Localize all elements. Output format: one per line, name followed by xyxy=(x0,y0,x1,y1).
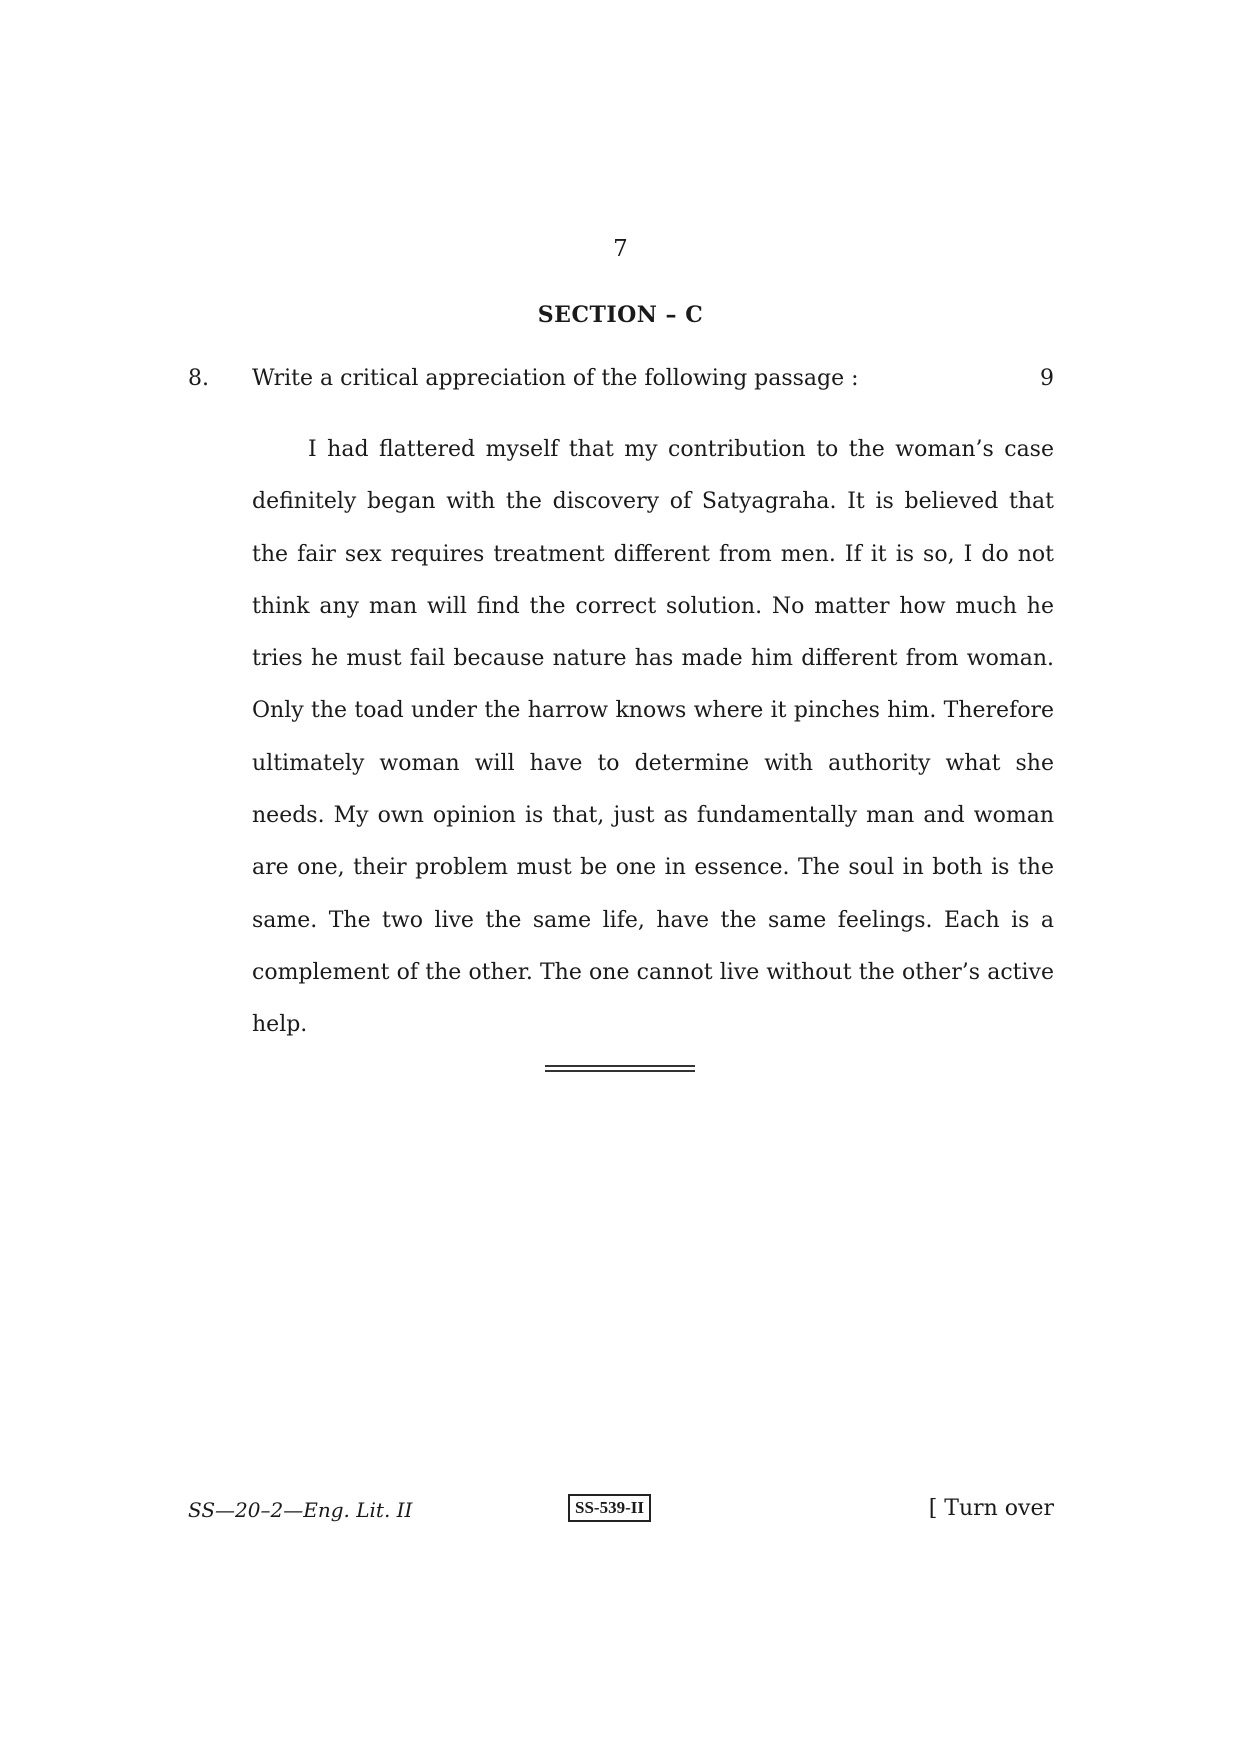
passage-text: I had flattered myself that my contribution to the woman’s case definitely began with the discovery of Satyagraha. It is believed that the fair sex requires treatment different from men. If it is so, I do not think any man will find the correct solution. No matter how much he tries he must fail because nature has made him different from woman. Only the toad under the harrow knows where it pinches him. Therefore ultimately woman will have to determine with authority what she needs. My own opinion is that, just as fundamentally man and woman are one, their problem must be one in essence. The soul in both is the same. The two live the same life, have the same feelings. Each is a complement of the other. The one cannot live without the other’s active help. xyxy=(252,437,1054,1038)
question-number: 8. xyxy=(188,366,209,391)
question-marks: 9 xyxy=(1040,366,1054,391)
section-title: SECTION – C xyxy=(537,302,704,328)
question-header xyxy=(188,366,1054,398)
footer-boxed-code: SS-539-II xyxy=(568,1494,651,1522)
question-prompt: Write a critical appreciation of the following passage : xyxy=(252,366,859,391)
end-divider xyxy=(545,1065,695,1072)
page-footer xyxy=(188,1494,1054,1528)
footer-paper-code: SS—20–2—Eng. Lit. II xyxy=(188,1498,413,1522)
page-number: 7 xyxy=(613,236,628,262)
turn-over-note: [ Turn over xyxy=(928,1496,1054,1521)
